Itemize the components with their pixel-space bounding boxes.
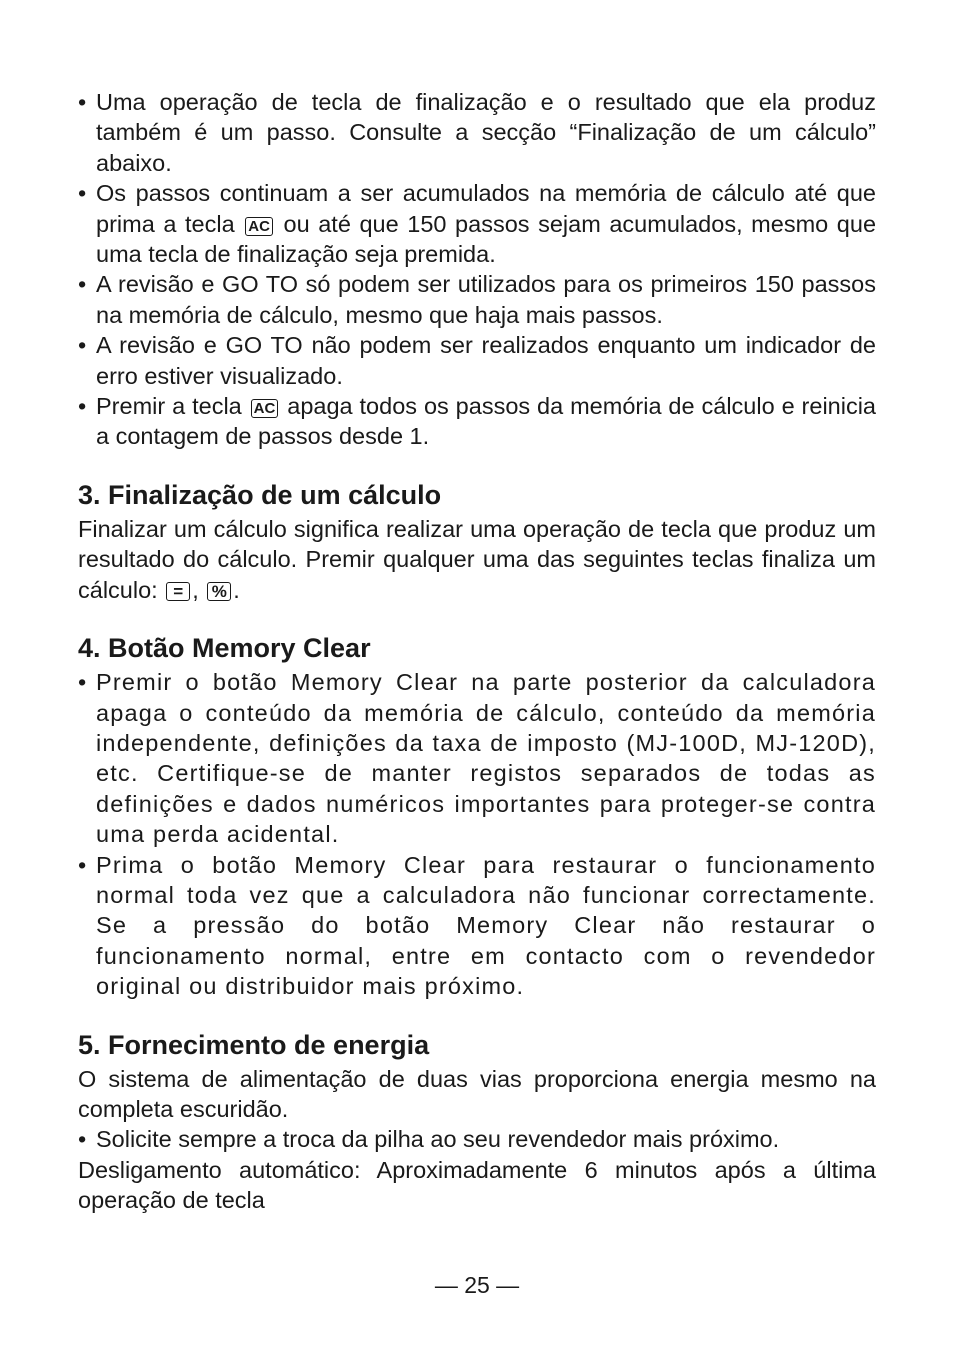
manual-page — [78, 87, 876, 1216]
bullet-item — [78, 850, 876, 1002]
ac-key-icon: AC — [251, 399, 279, 418]
bullet-text: Prima o botão Memory Clear para restaurar o funcionamento normal toda vez que a calculadora não funcionar correctamente. Se a pressão do botão Memory Clear não restaurar o funcionamento normal, entre em contacto com o revendedor original ou distribuidor mais próximo. — [96, 851, 876, 1000]
bullet-text: Os passos continuam a ser acumulados na memória de cálculo até que prima a tecla — [96, 180, 876, 237]
bullet-list-top — [78, 87, 876, 452]
section-3-text — [78, 514, 876, 605]
ac-key-icon: AC — [245, 217, 273, 236]
auto-off-text: Desligamento automático: Aproximadamente 6 minutos após a última operação de tecla — [78, 1156, 876, 1214]
bullet-text: A revisão e GO TO não podem ser realizados enquanto um indicador de erro estiver visualizado. — [96, 332, 876, 389]
bullet-text: ou até que 150 passos sejam acumulados, mesmo que uma tecla de finalização seja premida. — [96, 210, 877, 268]
bullet-text: A revisão e GO TO só podem ser utilizados para os primeiros 150 passos na memória de cálculo, mesmo que haja mais passos. — [96, 271, 876, 328]
bullet-dot: • — [78, 393, 87, 420]
bullet-text: Premir a tecla — [96, 393, 242, 420]
percent-key-icon: % — [207, 582, 231, 601]
section-3-heading: 3. Finalização de um cálculo — [78, 479, 442, 510]
bullet-dot: • — [78, 180, 87, 207]
bullet-text: Premir o botão Memory Clear na parte posterior da calculadora apaga o conteúdo da memória de cálculo, conteúdo da memória independente, definições da taxa de imposto (MJ-100D, MJ-120D), etc. Certifique-se de manter registos separados de todas as definições e dados numéricos importantes para proteger-se contra uma perda acidental. — [96, 669, 876, 848]
page-number: — 25 — — [434, 1272, 520, 1298]
bullet-dot: • — [78, 332, 87, 359]
sentence-end: . — [233, 576, 240, 603]
section-4-heading: 4. Botão Memory Clear — [78, 633, 371, 664]
bullet-text: Solicite sempre a troca da pilha ao seu revendedor mais próximo. — [96, 1126, 780, 1153]
equals-key-icon: = — [166, 582, 190, 601]
section-5-text: O sistema de alimentação de duas vias proporciona energia mesmo na completa escuridão. — [78, 1065, 876, 1122]
bullet-item — [78, 178, 876, 269]
bullet-dot: • — [78, 271, 87, 298]
bullet-text: Uma operação de tecla de finalização e o resultado que ela produz também é um passo. Consulte a secção “Finalização de um cálculo” abaixo. — [96, 89, 876, 176]
section-5-heading: 5. Fornecimento de energia — [78, 1029, 430, 1060]
section-3-body: Finalizar um cálculo significa realizar uma operação de tecla que produz um resultado do cálculo. Premir qualquer uma das seguintes teclas finaliza um cálculo: — [78, 515, 876, 603]
bullet-item — [78, 330, 876, 391]
section-5-bullet — [78, 1124, 876, 1154]
bullet-item — [78, 269, 876, 330]
bullet-dot: • — [78, 89, 87, 115]
bullet-dot: • — [78, 1126, 87, 1153]
bullet-item — [78, 87, 876, 178]
bullet-item — [78, 391, 876, 452]
bullet-dot: • — [78, 669, 88, 696]
key-separator: , — [192, 576, 199, 603]
bullet-text: apaga todos os passos da memória de cálculo e reinicia a contagem de passos desde 1. — [96, 393, 876, 450]
bullet-dot: • — [78, 851, 88, 878]
bullet-item — [78, 667, 876, 849]
section-4-bullets — [78, 667, 876, 1001]
